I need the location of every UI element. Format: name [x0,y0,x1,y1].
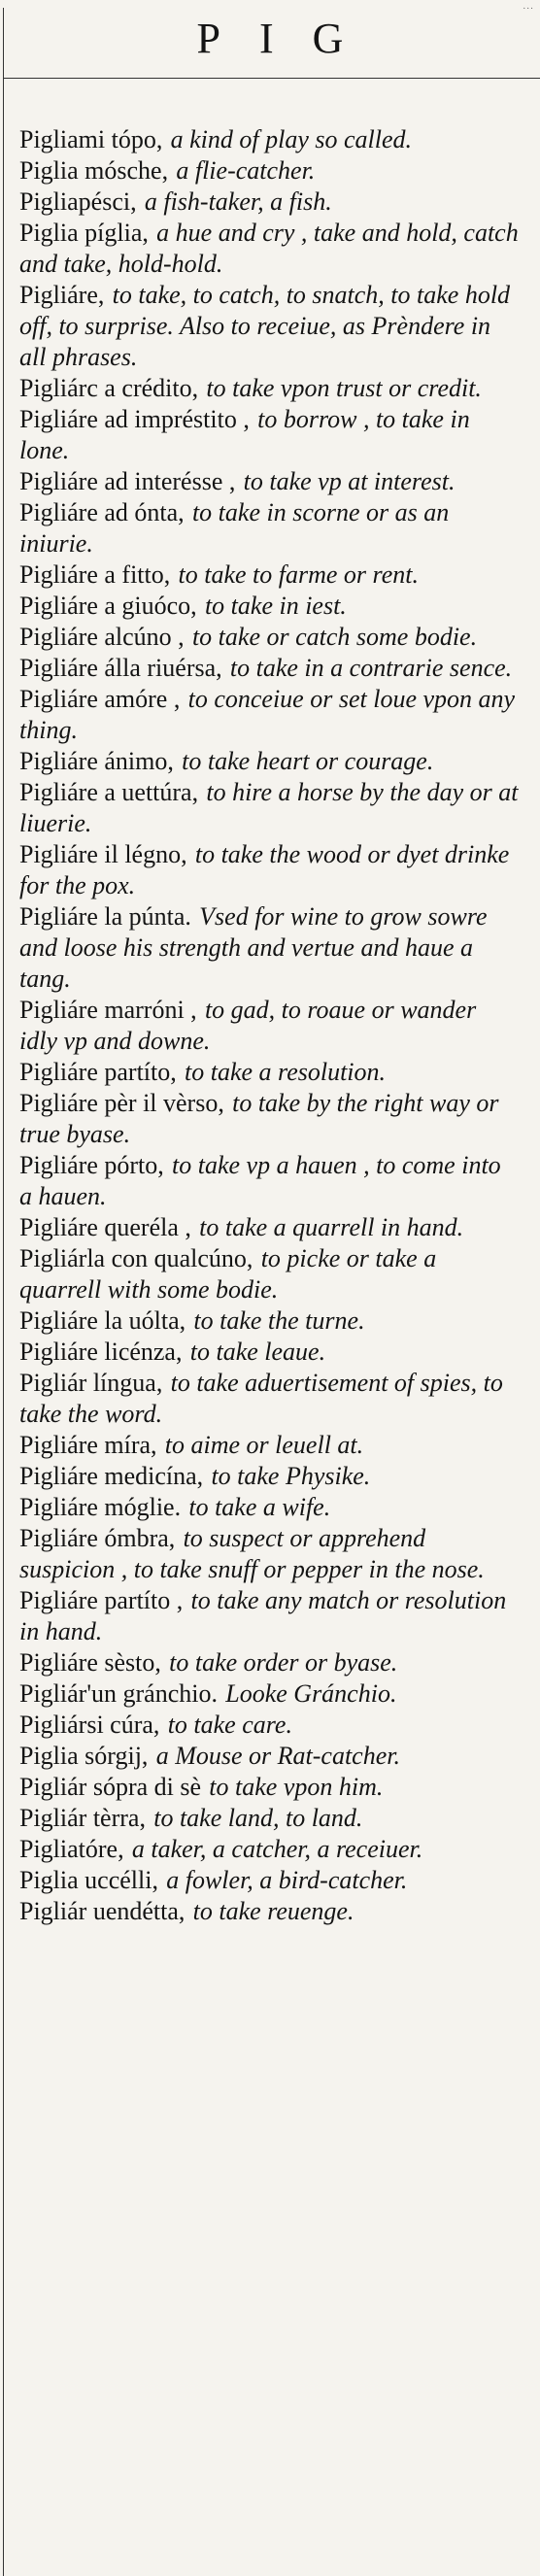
entry-definition: to take a wife. [188,1493,331,1521]
entry-definition: to take or catch some bodie. [191,623,478,651]
entry-definition: to gad, to roaue or wander idly vp and downe. [19,996,477,1055]
entry-definition: to take vpon trust or credit. [206,374,482,402]
entry-headword: Piglia uccélli, [19,1866,158,1894]
dictionary-entry [19,1337,519,1368]
entry-headword: Piglia píglia, [19,219,149,247]
entry-headword: Pigliáre ómbra, [19,1524,176,1552]
entry-headword: Pigliáre la púnta. [19,902,191,931]
dictionary-entry [19,1492,519,1523]
entry-headword: Pigliáre álla riuérsa, [19,654,222,682]
entry-definition: Vsed for wine to grow sowre and loose his strength and vertue and haue a tang. [19,902,488,993]
entry-definition: to take a resolution. [185,1058,387,1086]
dictionary-entry [19,684,519,746]
entry-definition: to take leaue. [189,1338,326,1366]
entry-definition: to take land, to land. [153,1804,363,1832]
dictionary-entry [19,1896,519,1927]
entry-definition: to take by the right way or true byase. [19,1089,499,1148]
entry-headword: Pigliáre sèsto, [19,1648,161,1677]
dictionary-entry [19,1430,519,1461]
entry-headword: Pigliáre, [19,281,105,309]
entry-definition: to take to farme or rent. [178,560,419,589]
dictionary-entry [19,186,519,218]
left-border-rule [3,8,4,2576]
entry-definition: a hue and cry , take and hold, catch and take, hold-hold. [19,219,519,278]
entry-definition: a flie-catcher. [176,156,316,185]
dictionary-entry [19,622,519,653]
dictionary-entry [19,1243,519,1305]
entry-headword: Pigliáre queréla , [19,1213,191,1241]
entry-definition: to take vp a hauen , to come into a hauen. [19,1151,501,1210]
entry-definition: to conceiue or set loue vpon any thing. [19,685,516,744]
entry-headword: Pigliár tèrra, [19,1804,146,1832]
entry-headword: Piglia sórgij, [19,1742,149,1770]
entry-definition: to take the wood or dyet drinke for the pox. [19,840,510,899]
entry-headword: Pigliárla con qualcúno, [19,1244,253,1272]
dictionary-entry [19,373,519,404]
entry-headword: Pigliárc a crédito, [19,374,199,402]
entry-definition: to take vpon him. [209,1773,384,1801]
entry-definition: a taker, a catcher, a receiuer. [131,1835,423,1863]
entry-headword: Pigliáre a giuóco, [19,592,197,620]
entry-definition: to take in a contrarie sence. [229,654,513,682]
entry-definition: to take Physike. [211,1462,371,1490]
dictionary-entry [19,155,519,186]
entry-definition: to suspect or apprehend suspicion , to take snuff or pepper in the nose. [19,1524,485,1583]
entry-definition: to take in scorne or as an iniurie. [19,498,450,558]
dictionary-entry [19,1057,519,1088]
dictionary-entry [19,1834,519,1865]
dictionary-entry [19,1772,519,1803]
entry-headword: Pigliáre alcúno , [19,623,185,651]
entry-headword: Pigliár língua, [19,1369,163,1397]
entry-definition: to hire a horse by the day or at liuerie. [19,778,519,837]
entry-headword: Piglia mósche, [19,156,169,185]
dictionary-entry [19,995,519,1057]
entry-definition: to take aduertisement of spies, to take the word. [19,1369,503,1428]
dictionary-entry [19,839,519,901]
entry-definition: to take care. [167,1711,292,1739]
entry-definition: to borrow , to take in lone. [19,405,470,464]
entry-headword: Pigliáre marróni , [19,996,197,1024]
entry-headword: Pigliár sópra di sè [19,1773,202,1801]
entry-headword: Pigliáre móglie. [19,1493,182,1521]
dictionary-entry [19,1212,519,1243]
entry-definition: a Mouse or Rat-catcher. [155,1742,400,1770]
entry-headword: Pigliáre a uettúra, [19,778,199,806]
entry-definition: a fowler, a bird-catcher. [166,1866,408,1894]
entry-definition: to take reuenge. [192,1897,354,1925]
dictionary-entry [19,1368,519,1430]
dictionary-entry [19,1150,519,1212]
dictionary-entry [19,1865,519,1896]
entry-headword: Pigliáre medicína, [19,1462,204,1490]
entry-headword: Pigliáre partíto, [19,1058,177,1086]
corner-mark: ... [523,2,534,12]
entry-definition: to take heart or courage. [182,747,434,775]
entry-headword: Pigliáre a fitto, [19,560,171,589]
dictionary-entry [19,901,519,995]
dictionary-entry [19,1585,519,1647]
entry-definition: to take any match or resolution in hand. [19,1586,507,1645]
header-rule [3,78,540,79]
entry-definition: to take, to catch, to snatch, to take hold off, to surprise. Also to receiue, as Prèndere in all phrases. [19,281,511,371]
page-header: PIG [196,15,383,62]
dictionary-entry [19,559,519,591]
dictionary-entry [19,466,519,497]
dictionary-entry [19,1803,519,1834]
entry-headword: Pigliáre ánimo, [19,747,174,775]
entry-definition: to take in iest. [204,592,347,620]
dictionary-entry [19,1710,519,1741]
dictionary-entry [19,777,519,839]
dictionary-entry [19,653,519,684]
dictionary-entry [19,1305,519,1337]
entry-headword: Pigliáre ad interésse , [19,467,236,495]
dictionary-entry [19,124,519,155]
entry-headword: Pigliáre amóre , [19,685,181,713]
entry-headword: Pigliáre pórto, [19,1151,164,1179]
entry-headword: Pigliatóre, [19,1835,124,1863]
entry-headword: Pigliár'un gránchio. [19,1679,218,1708]
entry-headword: Pigliáre ad impréstito , [19,405,250,433]
dictionary-entry [19,280,519,373]
entry-definition: a fish-taker, a fish. [144,187,332,216]
entry-definition: to take the turne. [193,1306,365,1335]
entry-headword: Pigliársi cúra, [19,1711,160,1739]
entry-headword: Pigliapésci, [19,187,137,216]
dictionary-entry [19,1088,519,1150]
dictionary-entry [19,218,519,280]
entry-definition: to take order or byase. [169,1648,398,1677]
entry-definition: to take vp at interest. [243,467,456,495]
dictionary-entry [19,591,519,622]
dictionary-entry [19,1741,519,1772]
dictionary-entry [19,1523,519,1585]
entry-headword: Pigliáre míra, [19,1431,157,1459]
dictionary-entry [19,404,519,466]
dictionary-entry [19,1678,519,1710]
entry-headword: Pigliáre la uólta, [19,1306,186,1335]
entry-headword: Pigliáre ad ónta, [19,498,185,526]
entry-headword: Pigliami tópo, [19,125,163,153]
dictionary-entry [19,1647,519,1678]
entry-definition: to take a quarrell in hand. [199,1213,464,1241]
entry-headword: Pigliár uendétta, [19,1897,186,1925]
dictionary-entry [19,497,519,559]
entry-definition: Looke Gránchio. [225,1679,397,1708]
entry-definition: a kind of play so called. [170,125,413,153]
entry-headword: Pigliáre licénza, [19,1338,183,1366]
entry-definition: to aime or leuell at. [164,1431,364,1459]
entry-headword: Pigliáre partíto , [19,1586,184,1614]
entry-definition: to picke or take a quarrell with some bodie. [19,1244,437,1304]
entry-list [19,124,519,1927]
entry-headword: Pigliáre pèr il vèrso, [19,1089,224,1117]
entry-headword: Pigliáre il légno, [19,840,187,868]
dictionary-entry [19,746,519,777]
dictionary-entry [19,1461,519,1492]
